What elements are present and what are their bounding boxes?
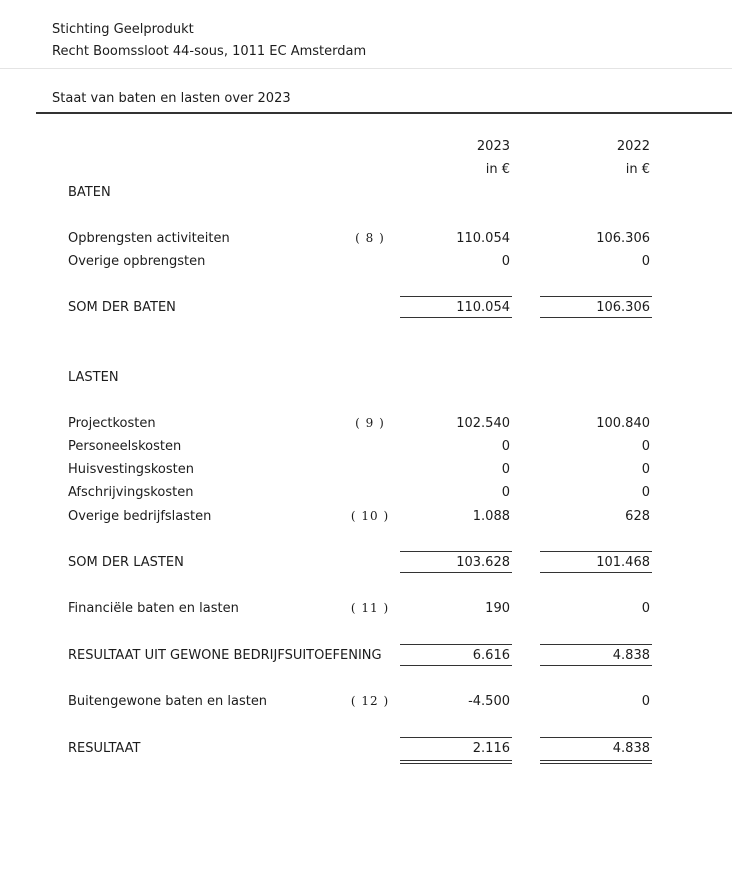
value-2023: -4.500 [468, 694, 510, 709]
value-2022: 4.838 [612, 741, 650, 756]
row-label: RESULTAAT [68, 741, 141, 756]
value-2022: 0 [641, 462, 650, 477]
subtotal-underline [400, 572, 512, 573]
note-reference: ( 12 ) [350, 694, 390, 708]
value-2022: 628 [625, 509, 650, 524]
value-2023: 110.054 [456, 300, 510, 315]
value-2023: 0 [501, 485, 510, 500]
row-label: SOM DER LASTEN [68, 555, 184, 570]
value-2022: 0 [641, 439, 650, 454]
note-reference: ( 11 ) [350, 601, 390, 615]
value-2022: 0 [641, 254, 650, 269]
column-unit-2022: in € [625, 162, 650, 177]
subtotal-underline [540, 665, 652, 666]
row-label: RESULTAAT UIT GEWONE BEDRIJFSUITOEFENING [68, 648, 382, 663]
title-rule [36, 112, 732, 114]
subtotal-underline [400, 665, 512, 666]
value-2023: 103.628 [456, 555, 510, 570]
subtotal-rule [400, 296, 512, 297]
row-label: Financiële baten en lasten [68, 601, 239, 616]
statement-title: Staat van baten en lasten over 2023 [52, 91, 291, 106]
row-label: Projectkosten [68, 416, 156, 431]
value-2023: 102.540 [456, 416, 510, 431]
note-reference: ( 8 ) [355, 231, 385, 245]
value-2023: 0 [501, 439, 510, 454]
value-2022: 0 [641, 485, 650, 500]
value-2022: 100.840 [596, 416, 650, 431]
subtotal-underline [540, 572, 652, 573]
subtotal-rule [540, 644, 652, 645]
value-2023: 1.088 [472, 509, 510, 524]
note-reference: ( 9 ) [355, 416, 385, 430]
row-label: Overige opbrengsten [68, 254, 206, 269]
double-underline [400, 760, 512, 764]
organization-name: Stichting Geelprodukt [52, 22, 194, 37]
section-heading-lasten: LASTEN [68, 370, 119, 385]
note-reference: ( 10 ) [350, 509, 390, 523]
value-2023: 2.116 [472, 741, 510, 756]
row-label: Overige bedrijfslasten [68, 509, 212, 524]
header-divider [0, 68, 732, 69]
subtotal-rule [400, 551, 512, 552]
subtotal-rule [400, 737, 512, 738]
double-underline [540, 760, 652, 764]
value-2023: 6.616 [472, 648, 510, 663]
subtotal-rule [540, 551, 652, 552]
row-label: Buitengewone baten en lasten [68, 694, 268, 709]
row-label: Huisvestingskosten [68, 462, 194, 477]
row-label: SOM DER BATEN [68, 300, 176, 315]
value-2022: 0 [641, 694, 650, 709]
subtotal-underline [540, 317, 652, 318]
column-year-2023: 2023 [476, 139, 510, 154]
value-2022: 101.468 [596, 555, 650, 570]
value-2023: 0 [501, 462, 510, 477]
subtotal-rule [540, 296, 652, 297]
subtotal-rule [540, 737, 652, 738]
value-2022: 106.306 [596, 231, 650, 246]
value-2022: 0 [641, 601, 650, 616]
row-label: Opbrengsten activiteiten [68, 231, 230, 246]
value-2022: 106.306 [596, 300, 650, 315]
section-heading-baten: BATEN [68, 185, 111, 200]
organization-address: Recht Boomssloot 44-sous, 1011 EC Amsterdam [52, 44, 367, 59]
subtotal-underline [400, 317, 512, 318]
value-2022: 4.838 [612, 648, 650, 663]
subtotal-rule [400, 644, 512, 645]
value-2023: 110.054 [456, 231, 510, 246]
row-label: Afschrijvingskosten [68, 485, 194, 500]
column-unit-2023: in € [485, 162, 510, 177]
value-2023: 0 [501, 254, 510, 269]
row-label: Personeelskosten [68, 439, 182, 454]
column-year-2022: 2022 [616, 139, 650, 154]
value-2023: 190 [485, 601, 510, 616]
